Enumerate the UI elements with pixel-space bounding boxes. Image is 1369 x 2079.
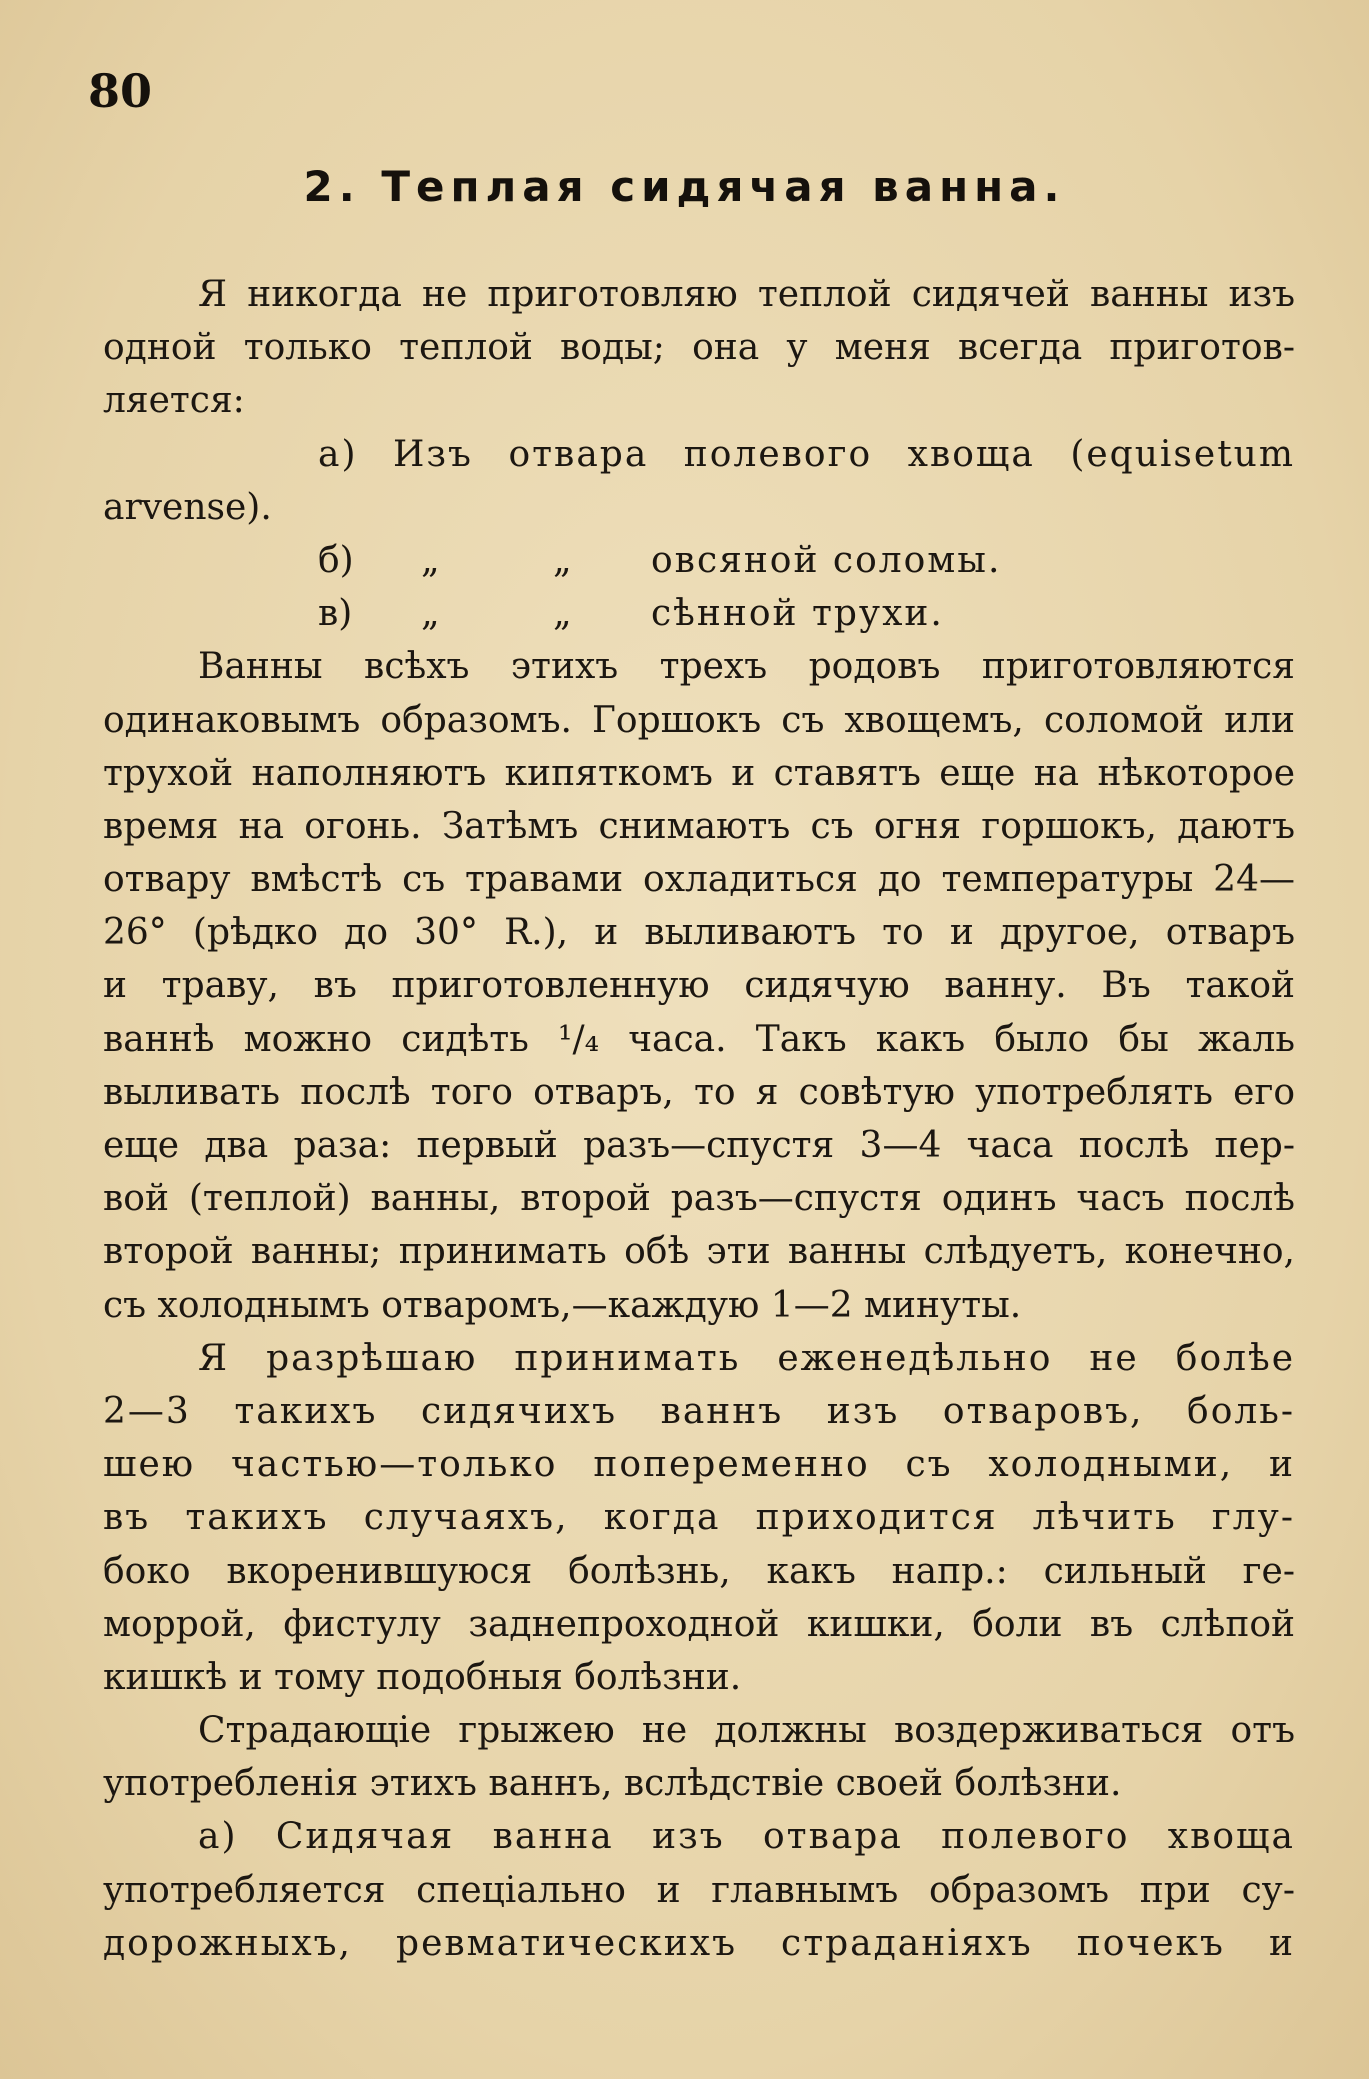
text-line: шею частью—только попеременно съ холодными, и [103, 1444, 1295, 1486]
ditto-mark: „ [553, 539, 572, 581]
text-line: трухой наполняютъ кипяткомъ и ставятъ еще на нѣкоторое [103, 752, 1295, 794]
list-item [103, 534, 1295, 587]
text-line: еще два раза: первый разъ—спустя 3—4 часа послѣ пер- [103, 1125, 1295, 1166]
text-line: Ванны всѣхъ этихъ трехъ родовъ приготовляются [198, 646, 1295, 688]
body-text [103, 268, 1295, 1970]
ditto-mark: „ [421, 593, 440, 635]
text-line: ляется: [103, 380, 245, 422]
text-line: Я никогда не приготовляю теплой сидячей ванны изъ [198, 274, 1295, 315]
text-line: arvense). [103, 486, 272, 528]
text-line: и траву, въ приготовленную сидячую ванну. Въ такой [103, 965, 1295, 1007]
list-label: в) [318, 593, 353, 635]
text-line: a) Изъ отвара полевого хвоща (equisetum [318, 433, 1295, 475]
text-line: ваннѣ можно сидѣть ¹/₄ часа. Такъ какъ было бы жаль [103, 1018, 1295, 1060]
text-line: 2—3 такихъ сидячихъ ваннъ изъ отваровъ, боль- [103, 1390, 1295, 1432]
text-line: время на огонь. Затѣмъ снимаютъ съ огня горшокъ, даютъ [103, 805, 1295, 847]
text-line: Я разрѣшаю принимать еженедѣльно не болѣе [198, 1337, 1295, 1379]
text-line: употребляется спеціально и главнымъ образомъ при су- [103, 1869, 1295, 1911]
section-title: 2. Теплая сидячая ванна. [303, 162, 1066, 211]
ditto-mark: „ [553, 593, 572, 635]
text-line: отвару вмѣстѣ съ травами охладиться до температуры 24— [103, 859, 1295, 901]
text-line: a) Сидячая ванна изъ отвара полевого хвоща [198, 1816, 1295, 1858]
page-number: 80 [88, 64, 153, 118]
list-label: б) [318, 539, 354, 581]
text-line: съ холоднымъ отваромъ,—каждую 1—2 минуты. [103, 1284, 1022, 1326]
text-line: въ такихъ случаяхъ, когда приходится лѣчить глу- [103, 1497, 1295, 1539]
text-line: одинаковымъ образомъ. Горшокъ съ хвощемъ, соломой или [103, 699, 1295, 741]
text-line: моррой, фистулу заднепроходной кишки, боли въ слѣпой [103, 1603, 1295, 1645]
text-line: кишкѣ и тому подобныя болѣзни. [103, 1656, 742, 1698]
text-line: Страдающіе грыжею не должны воздерживаться отъ [198, 1710, 1295, 1752]
list-item [103, 587, 1295, 640]
text-line: вой (теплой) ванны, второй разъ—спустя одинъ часъ послѣ [103, 1178, 1295, 1220]
text-line: употребленія этихъ ваннъ, вслѣдствіе своей болѣзни. [103, 1763, 1122, 1805]
list-text: овсяной соломы. [651, 539, 1002, 581]
text-line: боко вкоренившуюся болѣзнь, какъ напр.: сильный ге- [103, 1550, 1295, 1592]
text-line: дорожныхъ, ревматическихъ страданіяхъ почекъ и [103, 1922, 1295, 1964]
text-line: выливать послѣ того отваръ, то я совѣтую употреблять его [103, 1071, 1295, 1113]
ditto-mark: „ [421, 539, 440, 581]
text-line: 26° (рѣдко до 30° R.), и выливаютъ то и другое, отваръ [103, 912, 1295, 954]
text-line: второй ванны; принимать обѣ эти ванны слѣдуетъ, конечно, [103, 1231, 1295, 1273]
list-text: сѣнной трухи. [651, 593, 944, 635]
text-line: одной только теплой воды; она у меня всегда приготов- [103, 327, 1295, 369]
